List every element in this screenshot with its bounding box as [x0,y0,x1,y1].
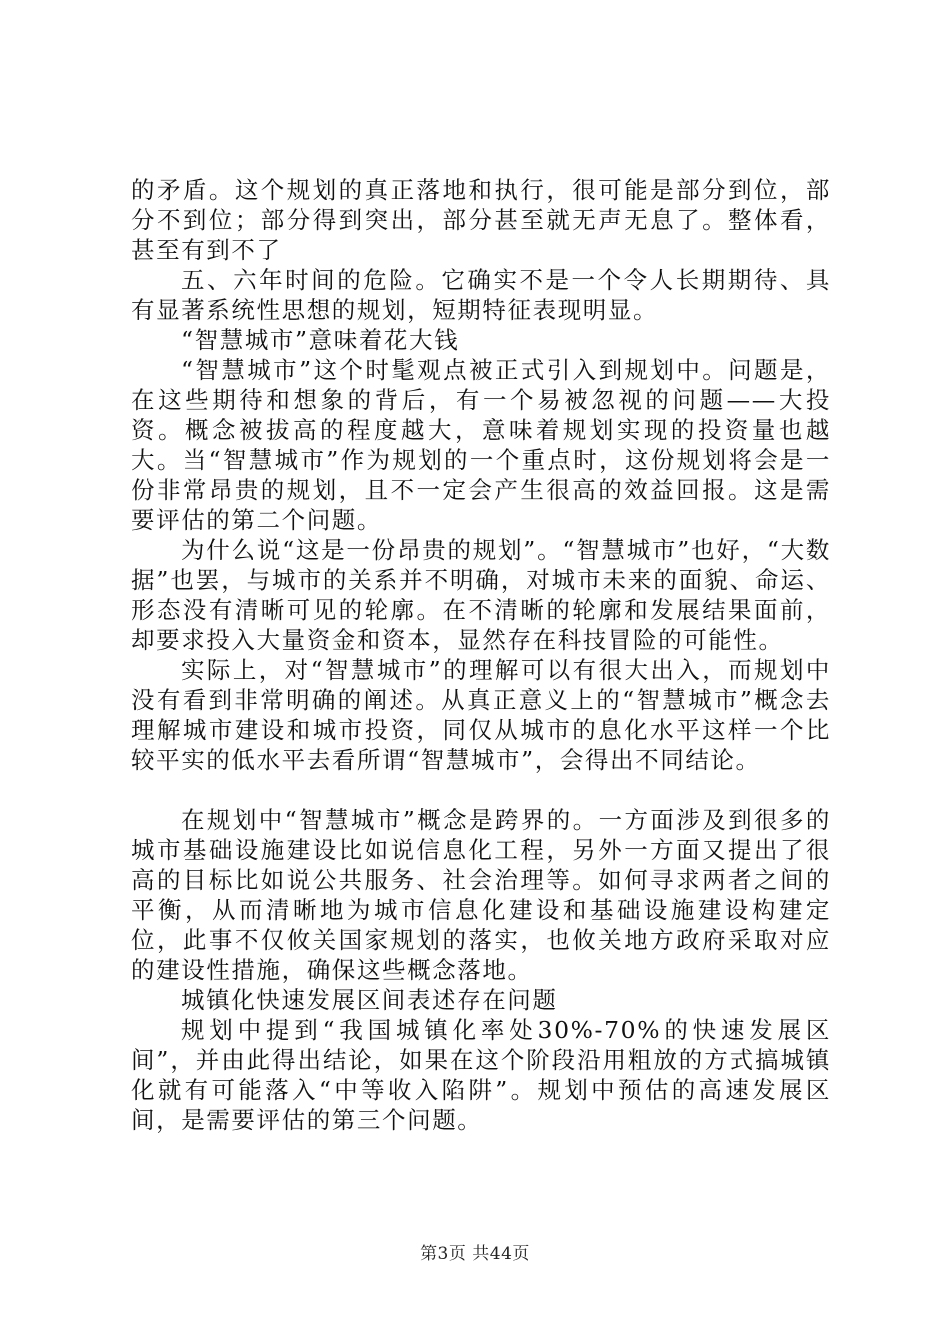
paragraph: 五、六年时间的危险。它确实不是一个令人长期期待、具有显著系统性思想的规划，短期特征表现明显。 [131,266,831,324]
page-number-footer: 第3页 共44页 [420,1244,530,1264]
paragraph: 为什么说“这是一份昂贵的规划”。“智慧城市”也好，“大数据”也罢，与城市的关系并不明确，对城市未来的面貌、命运、形态没有清晰可见的轮廓。在不清晰的轮廓和发展结果面前，却要求投入大量资金和资本，显然存在科技冒险的可能性。 [131,536,831,654]
paragraph: “智慧城市”这个时髦观点被正式引入到规划中。问题是，在这些期待和想象的背后，有一个易被忽视的问题——大投资。概念被拔高的程度越大，意味着规划实现的投资量也越大。当“智慧城市”作为规划的一个重点时，这份规划将会是一份非常昂贵的规划，且不一定会产生很高的效益回报。这是需要评估的第二个问题。 [131,356,831,534]
document-body [131,175,831,1135]
paragraph-spacer [131,775,831,805]
paragraph: 在规划中“智慧城市”概念是跨界的。一方面涉及到很多的城市基础设施建设比如说信息化工程，另外一方面又提出了很高的目标比如说公共服务、社会治理等。如何寻求两者之间的平衡，从而清晰地为城市信息化建设和基础设施建设构建定位，此事不仅攸关国家规划的落实，也攸关地方政府采取对应的建设性措施，确保这些概念落地。 [131,806,831,984]
paragraph: 实际上，对“智慧城市”的理解可以有很大出入，而规划中没有看到非常明确的阐述。从真正意义上的“智慧城市”概念去理解城市建设和城市投资，同仅从城市的息化水平这样一个比较平实的低水平去看所谓“智慧城市”，会得出不同结论。 [131,656,831,774]
section-heading: “智慧城市”意味着花大钱 [181,326,460,354]
paragraph-continuation: 的矛盾。这个规划的真正落地和执行，很可能是部分到位，部分不到位；部分得到突出，部分甚至就无声无息了。整体看，甚至有到不了 [131,176,831,264]
paragraph: 规划中提到“我国城镇化率处30%-70%的快速发展区间”，并由此得出结论，如果在这个阶段沿用粗放的方式搞城镇化就有可能落入“中等收入陷阱”。规划中预估的高速发展区间，是需要评估的第三个问题。 [131,1016,831,1134]
section-heading: 城镇化快速发展区间表述存在问题 [181,986,558,1014]
